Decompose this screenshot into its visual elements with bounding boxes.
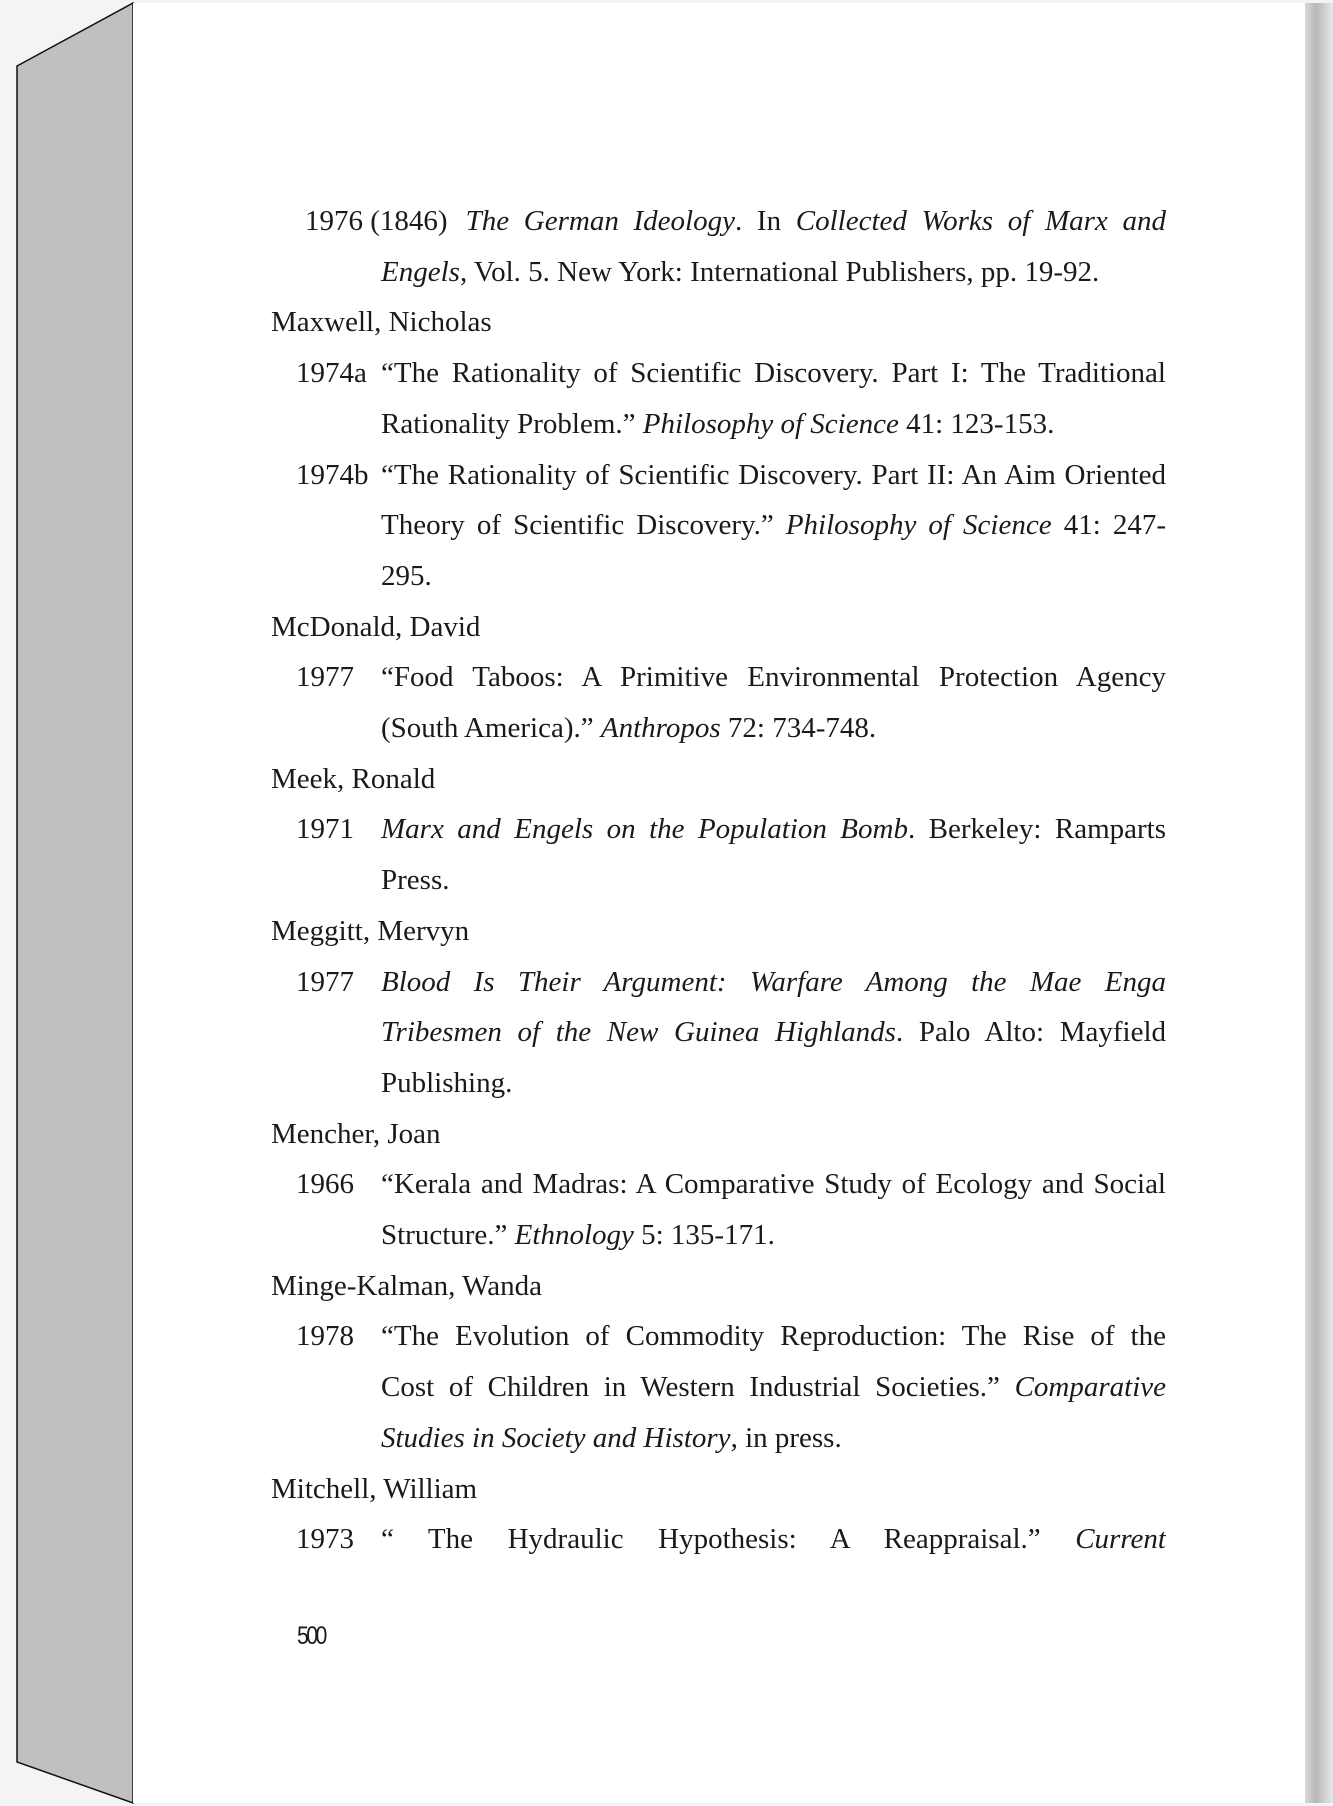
citation-text bbox=[466, 196, 1166, 247]
citation-year: 1973 bbox=[296, 1523, 354, 1556]
citation-text bbox=[381, 500, 1166, 551]
citation-text bbox=[381, 1210, 1166, 1261]
citation-year: 1976 (1846) bbox=[305, 205, 448, 237]
citation-continuation bbox=[381, 1413, 1166, 1464]
text-segment: Press. bbox=[381, 864, 450, 897]
citation-text bbox=[381, 703, 1166, 754]
citation-text bbox=[381, 399, 1166, 450]
text-segment: 295. bbox=[381, 559, 432, 592]
italic-title: Marx and Engels on the Population Bomb bbox=[381, 813, 908, 846]
text-segment: 41: 247- bbox=[1051, 509, 1166, 542]
author-name: Meggitt, Mervyn bbox=[271, 914, 470, 947]
text-segment: Publishing. bbox=[381, 1066, 513, 1099]
citation-year: 1971 bbox=[296, 813, 354, 846]
italic-title: Engels bbox=[381, 255, 460, 288]
text-segment: “Kerala and Madras: A Comparative Study of Ecology and Social bbox=[381, 1168, 1166, 1201]
citation-continuation bbox=[381, 1058, 1166, 1109]
italic-title: Blood Is Their Argument: Warfare Among the Mae Enga bbox=[381, 965, 1166, 998]
citation-text bbox=[381, 1413, 1166, 1464]
citation-year: 1978 bbox=[296, 1320, 354, 1353]
italic-title: Anthropos bbox=[600, 712, 721, 744]
citation-year: 1974b bbox=[296, 458, 369, 491]
citation-line bbox=[296, 450, 1166, 501]
citation-text bbox=[381, 1514, 1166, 1565]
italic-title: Comparative bbox=[1014, 1371, 1166, 1404]
text-segment: “Food Taboos: A Primitive Environmental Protection Agency bbox=[381, 661, 1166, 694]
text-segment: , Vol. 5. New York: International Publishers, pp. 19-92. bbox=[459, 255, 1100, 288]
citation-text bbox=[381, 1058, 1166, 1109]
citation-text bbox=[381, 957, 1166, 1008]
italic-title: The German Ideology bbox=[465, 205, 735, 237]
citation-continuation bbox=[381, 247, 1166, 298]
text-segment: Structure.” bbox=[381, 1219, 515, 1251]
citation-text bbox=[381, 348, 1166, 399]
text-segment: , in press. bbox=[730, 1421, 842, 1454]
citation-text bbox=[381, 1159, 1166, 1210]
citation-year: 1974a bbox=[296, 357, 367, 390]
citation-year: 1977 bbox=[296, 965, 354, 998]
citation-line bbox=[296, 652, 1166, 703]
citation-text bbox=[381, 551, 1166, 602]
citation-continuation bbox=[381, 500, 1166, 551]
citation-continuation bbox=[381, 1362, 1166, 1413]
text-segment: 72: 734-748. bbox=[720, 712, 877, 744]
citation-continuation bbox=[381, 703, 1166, 754]
citation-continuation bbox=[381, 1007, 1166, 1058]
text-segment: “The Rationality of Scientific Discovery. Part I: The Traditional bbox=[381, 357, 1166, 390]
citation-text bbox=[381, 855, 1166, 906]
citation-line bbox=[296, 804, 1166, 855]
italic-title: Studies in Society and History bbox=[381, 1421, 731, 1454]
citation-continuation bbox=[381, 855, 1166, 906]
page-number: 500 bbox=[297, 1622, 325, 1650]
italic-title: Current bbox=[1075, 1523, 1166, 1556]
citation-line bbox=[296, 196, 1166, 247]
citation-year: 1977 bbox=[296, 661, 354, 694]
citation-year: 1966 bbox=[296, 1168, 354, 1201]
citation-text bbox=[381, 1007, 1166, 1058]
text-segment: . Berkeley: Ramparts bbox=[907, 813, 1166, 846]
citation-continuation bbox=[381, 551, 1166, 602]
author-name: Mitchell, William bbox=[271, 1472, 478, 1505]
citation-continuation bbox=[381, 399, 1166, 450]
text-segment: “The Evolution of Commodity Reproduction: The Rise of the bbox=[381, 1320, 1166, 1353]
author-name: McDonald, David bbox=[271, 610, 481, 643]
italic-title: Ethnology bbox=[514, 1219, 634, 1251]
citation-text bbox=[381, 1362, 1166, 1413]
author-name: Maxwell, Nicholas bbox=[271, 306, 492, 339]
text-segment: 5: 135-171. bbox=[633, 1219, 775, 1251]
text-segment: “The Rationality of Scientific Discovery. Part II: An Aim Oriented bbox=[381, 458, 1166, 491]
text-segment: . In bbox=[734, 205, 796, 237]
text-segment: 41: 123-153. bbox=[898, 407, 1055, 440]
page-edge-shadow bbox=[1305, 3, 1333, 1803]
citation-line bbox=[296, 957, 1166, 1008]
text-segment: Cost of Children in Western Industrial Societies.” bbox=[381, 1371, 1015, 1404]
citation-line bbox=[296, 1159, 1166, 1210]
citation-text bbox=[381, 247, 1166, 298]
citation-continuation bbox=[381, 1210, 1166, 1261]
author-name: Minge-Kalman, Wanda bbox=[271, 1269, 542, 1302]
citation-line bbox=[296, 348, 1166, 399]
citation-line bbox=[296, 1514, 1166, 1565]
italic-title: Philosophy of Science bbox=[642, 407, 899, 440]
italic-title: Philosophy of Science bbox=[785, 509, 1052, 542]
text-segment: (South America).” bbox=[381, 712, 601, 744]
citation-text bbox=[381, 652, 1166, 703]
citation-text bbox=[381, 804, 1166, 855]
italic-title: Collected Works of Marx and bbox=[795, 205, 1166, 237]
text-segment: Theory of Scientific Discovery.” bbox=[381, 509, 786, 542]
text-segment: . Palo Alto: Mayfield bbox=[895, 1016, 1166, 1049]
text-segment: “ The Hydraulic Hypothesis: A Reappraisal.” bbox=[381, 1523, 1076, 1556]
citation-line bbox=[296, 1311, 1166, 1362]
citation-text bbox=[381, 1311, 1166, 1362]
author-name: Meek, Ronald bbox=[271, 762, 436, 795]
italic-title: Tribesmen of the New Guinea Highlands bbox=[381, 1016, 896, 1049]
text-segment: Rationality Problem.” bbox=[381, 407, 643, 440]
author-name: Mencher, Joan bbox=[271, 1117, 441, 1150]
citation-text bbox=[381, 450, 1166, 501]
